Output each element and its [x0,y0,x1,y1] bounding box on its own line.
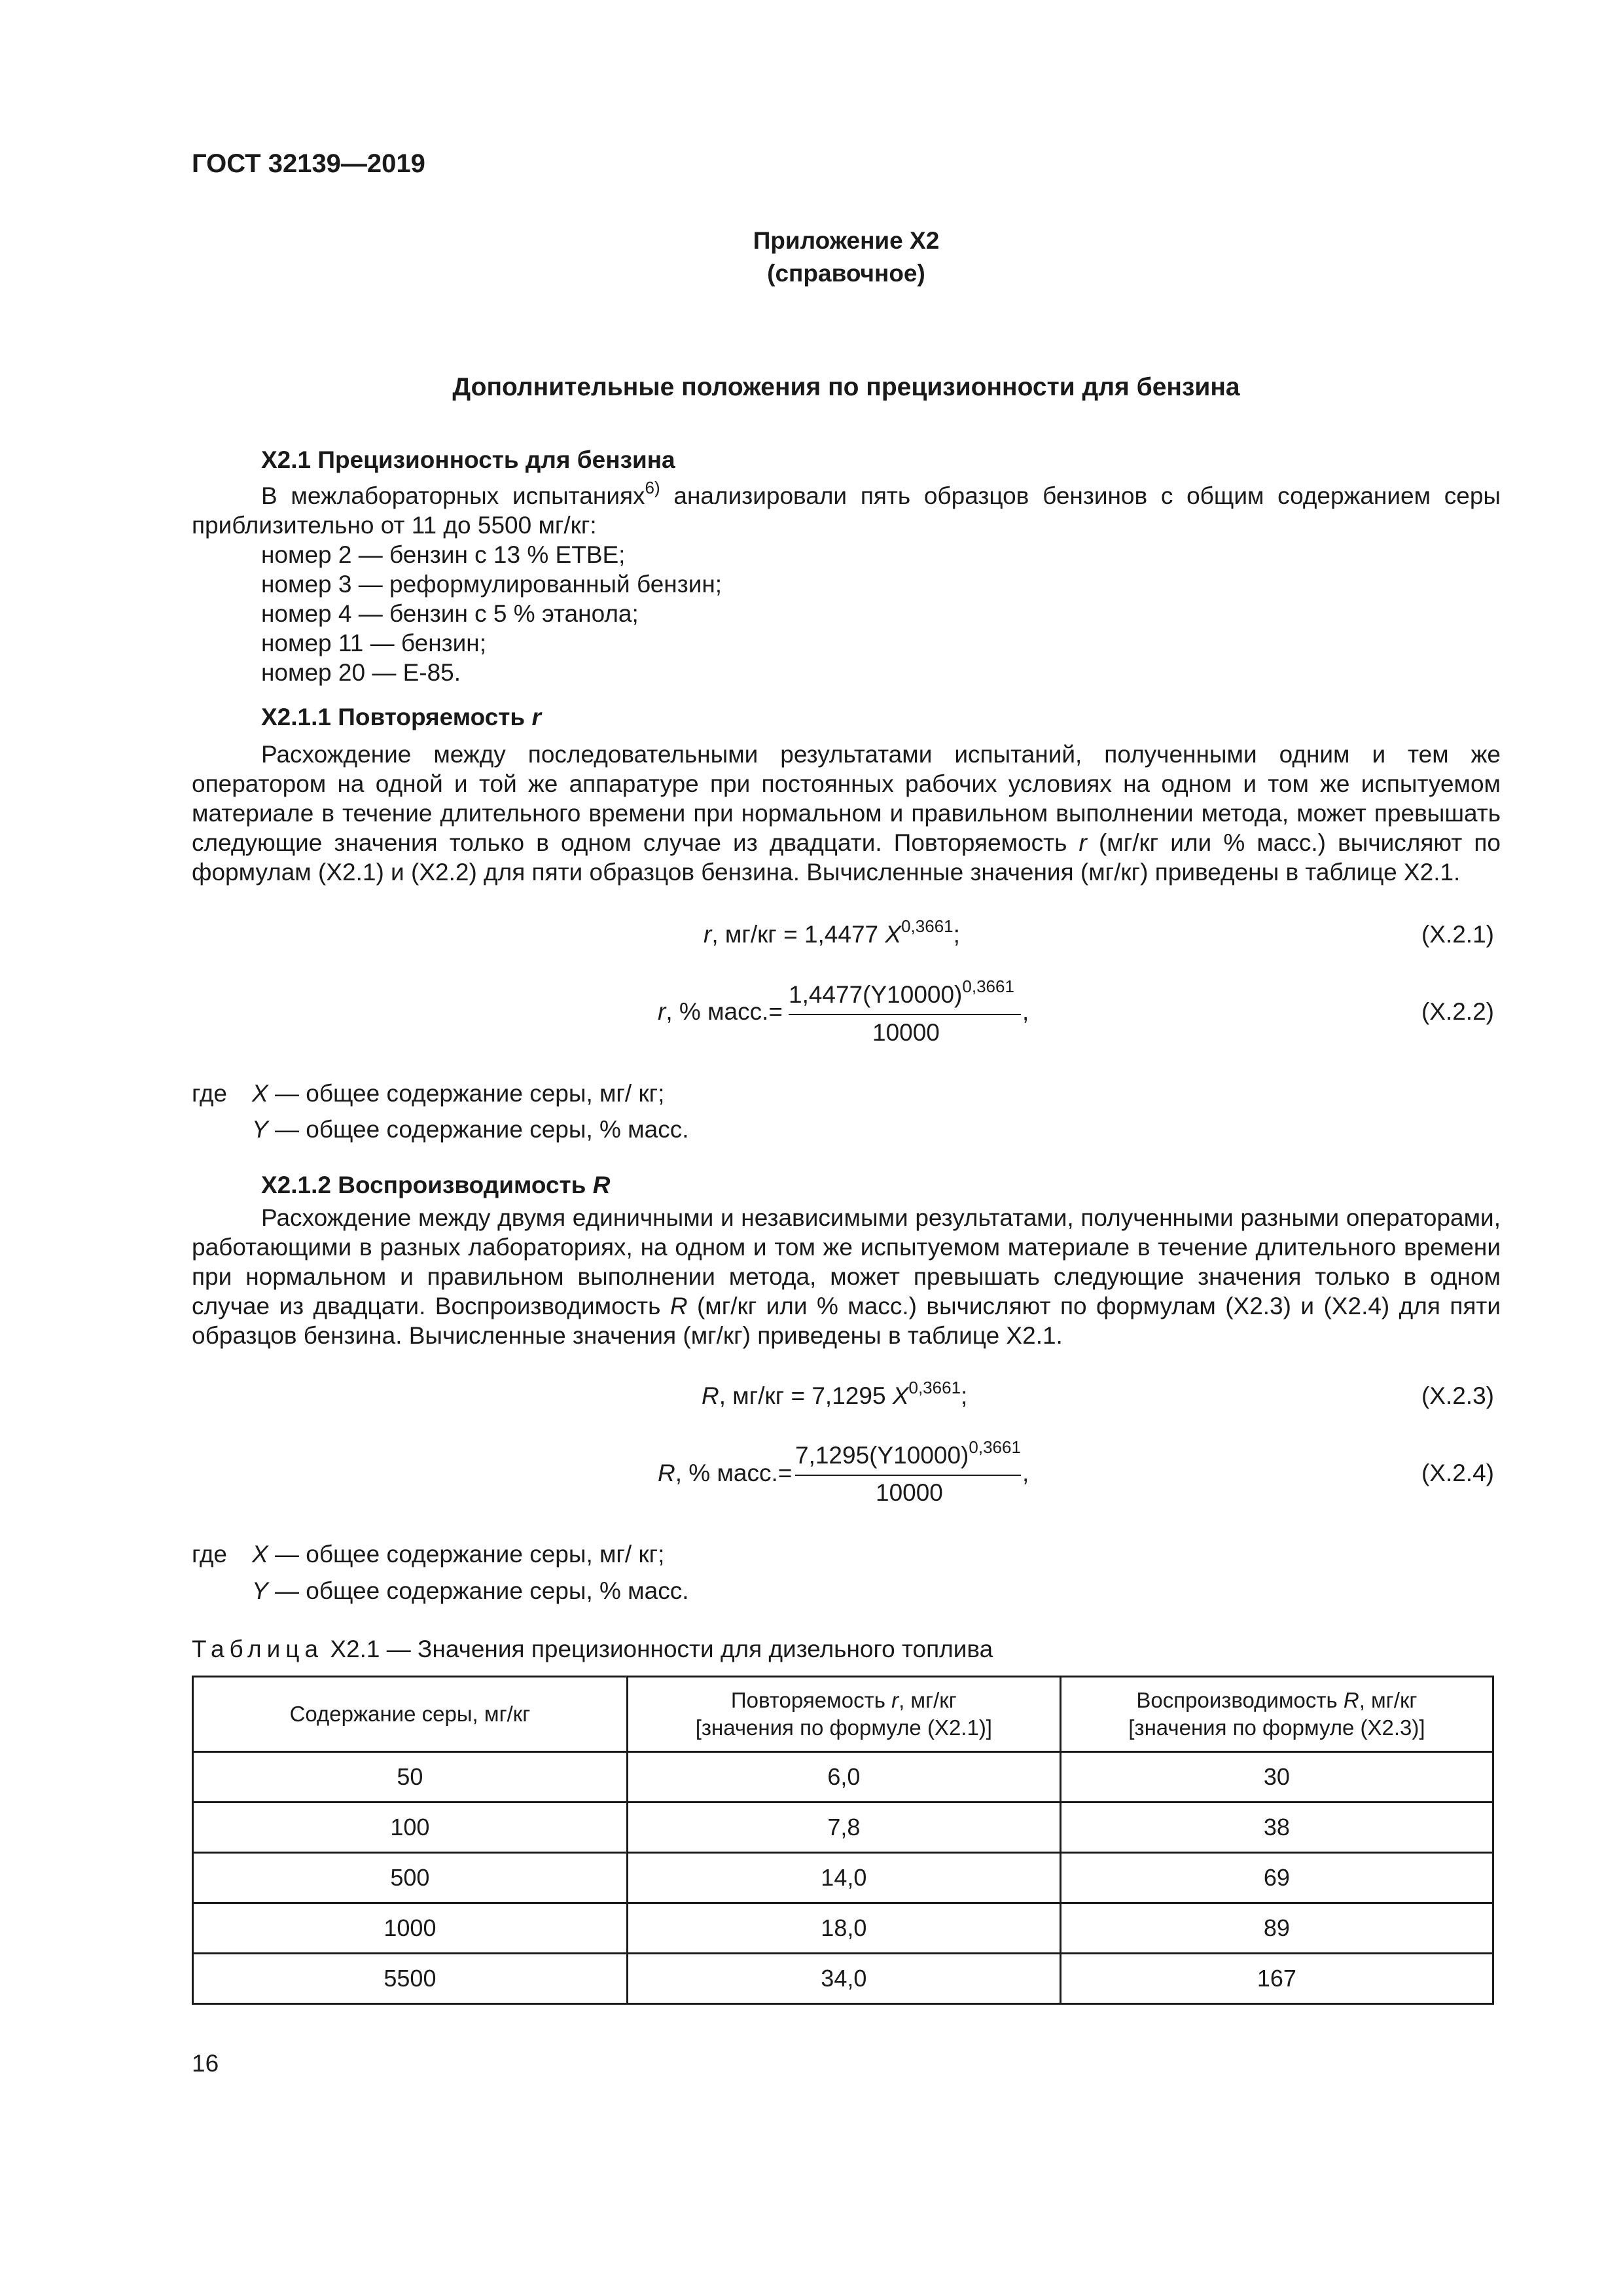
table-cell: 14,0 [627,1853,1060,1903]
eq-x: X [892,1382,909,1409]
header-var: r [891,1688,899,1712]
list-item: номер 3 — реформулированный бензин; [261,571,722,598]
para-text-a: Расхождение между последовательными результатами испытаний, полученными одним и тем же оператором на одной и той же аппаратуре при постоянных рабочих условиях на одном и том же испытуемом материале в течение длительного времени при нормальном и правильном выполнении метода, может превышать следующие значения только в одном случае из двадцати. Повторяемость [192,741,1501,856]
table-cell: 1000 [193,1903,628,1954]
column-header [627,1677,1060,1752]
header-text: Воспроизводимость [1136,1688,1344,1712]
para-var: r [1079,829,1087,856]
header-unit: , мг/кг [1359,1688,1418,1712]
eq-lhs: , % масс.= [666,998,783,1025]
equation-x2-4-numerator [795,1437,1021,1470]
list-item: номер 11 — бензин; [261,630,486,656]
appendix-title [192,224,1501,290]
reproducibility-paragraph [192,1203,1501,1350]
definition-y [252,1576,688,1605]
where-label: где [192,1080,228,1107]
eq-exponent: 0,3661 [908,1378,961,1397]
equation-x2-4-denominator: 10000 [876,1479,943,1506]
intro-paragraph [192,478,1501,540]
list-item: номер 4 — бензин с 5 % этанола; [261,600,639,627]
table-cell: 6,0 [627,1752,1060,1803]
eq-var: r [704,921,712,948]
table-cell: 5500 [193,1954,628,2004]
para-text-b: (мг/кг или % масс.) вычисляют по формулам (Х2.3) и (Х2.4) для пяти образцов бензина. Вычисленные значения (мг/кг) приведены в таблице Х2.1. [192,1293,1501,1349]
footnote-marker: 6) [645,478,660,497]
table-caption [192,1634,993,1664]
heading-x2-1-2 [261,1172,610,1199]
def-var: Y [252,1116,268,1143]
caption-text: Х2.1 — Значения прецизионности для дизельного топлива [323,1636,993,1662]
table-cell: 167 [1060,1954,1493,2004]
intro-text-b: анализировали пять образцов бензинов с общим содержанием серы приблизительно от 11 до 5500 мг/кг: [192,482,1501,539]
table-cell: 34,0 [627,1954,1060,2004]
def-text: — общее содержание серы, мг/ кг; [268,1541,665,1568]
eq-var: R [702,1382,719,1409]
eq-numerator: 1,4477(Y10000) [789,981,963,1008]
eq-end: ; [961,1382,968,1409]
eq-end: ; [953,921,960,948]
appendix-label: Приложение Х2 [753,227,940,254]
para-text-b: (мг/кг или % масс.) вычисляют по формулам (Х2.1) и (Х2.2) для пяти образцов бензина. Вычисленные значения (мг/кг) приведены в таблице Х2.1. [192,829,1501,886]
table-row [193,1954,1493,2004]
header-text: Повторяемость [730,1688,892,1712]
def-text: — общее содержание серы, % масс. [268,1577,689,1604]
def-var: X [252,1541,268,1568]
eq-exponent: 0,3661 [901,916,954,936]
table-row [193,1752,1493,1803]
table-row [193,1853,1493,1903]
page-number: 16 [192,2050,219,2077]
table-cell: 38 [1060,1803,1493,1853]
document-id: ГОСТ 32139—2019 [192,149,425,178]
intro-text-a: В межлабораторных испытаниях [261,482,645,509]
table-header-row [193,1677,1493,1752]
equation-x2-2-numerator [789,977,1014,1009]
list-item: номер 2 — бензин с 13 % ETBE; [261,541,626,568]
definition-y [252,1115,688,1144]
equation-x2-2-denominator: 10000 [872,1019,940,1046]
eq-exponent: 0,3661 [962,977,1014,996]
table-cell: 50 [193,1752,628,1803]
equation-x2-1 [704,916,960,949]
table-row [193,1903,1493,1954]
column-header [1060,1677,1493,1752]
eq-numerator: 7,1295(Y10000) [795,1442,969,1469]
equation-number: (X.2.3) [1421,1382,1494,1409]
equation-number: (X.2.4) [1421,1460,1494,1486]
repeatability-paragraph [192,740,1501,887]
list-item: номер 20 — Е-85. [261,659,461,686]
eq-end: , [1022,1460,1029,1486]
header-var: R [1343,1688,1359,1712]
eq-var: r [658,998,666,1025]
header-text: Содержание серы, мг/кг [289,1702,531,1726]
table-row [193,1803,1493,1853]
eq-end: , [1022,998,1029,1025]
table-cell: 89 [1060,1903,1493,1954]
eq-x: X [885,921,902,948]
fraction-bar [789,1014,1021,1015]
header-note: [значения по формуле (Х2.3)] [1128,1715,1425,1740]
def-text: — общее содержание серы, % масс. [268,1116,689,1143]
heading-text: Х2.1.2 Воспроизводимость [261,1172,593,1198]
def-var: Y [252,1577,268,1604]
equation-number: (X.2.2) [1421,998,1494,1025]
heading-x2-1-1 [261,704,541,731]
definition-x [252,1539,664,1569]
heading-var: r [531,704,541,730]
eq-text: , мг/кг = 7,1295 [719,1382,893,1409]
where-label: где [192,1541,228,1568]
table-cell: 69 [1060,1853,1493,1903]
def-var: X [252,1080,268,1107]
para-var: R [669,1293,688,1319]
table-cell: 500 [193,1853,628,1903]
equation-x2-4-lhs [658,1458,792,1488]
section-title: Дополнительные положения по прецизионности для бензина [452,373,1240,401]
para-text-a: Расхождение между двумя единичными и независимыми результатами, полученными разными операторами, работающими в разных лабораториях, на одном и том же испытуемом материале в течение длительного времени при нормальном и правильном выполнении метода, может превышать следующие значения только в одном случае из двадцати. Воспроизводимость [192,1204,1501,1319]
header-note: [значения по формуле (Х2.1)] [695,1715,992,1740]
table-cell: 30 [1060,1752,1493,1803]
appendix-subtitle: (справочное) [767,260,925,287]
fraction-bar [795,1475,1021,1476]
eq-var: R [658,1460,675,1486]
equation-number: (X.2.1) [1421,921,1494,948]
heading-text: Х2.1.1 Повторяемость [261,704,532,730]
equation-x2-2-lhs [658,997,783,1026]
table-cell: 18,0 [627,1903,1060,1954]
column-header [193,1677,628,1752]
definition-x [252,1079,664,1108]
eq-lhs: , % масс.= [675,1460,793,1486]
heading-var: R [592,1172,611,1198]
caption-prefix: Таблица [192,1636,324,1662]
eq-exponent: 0,3661 [969,1437,1021,1457]
heading-x2-1: Х2.1 Прецизионность для бензина [261,446,675,473]
header-unit: , мг/кг [899,1688,957,1712]
eq-text: , мг/кг = 1,4477 [711,921,885,948]
table-cell: 7,8 [627,1803,1060,1853]
equation-x2-3 [702,1378,968,1410]
precision-table [192,1676,1494,2005]
table-cell: 100 [193,1803,628,1853]
def-text: — общее содержание серы, мг/ кг; [268,1080,665,1107]
